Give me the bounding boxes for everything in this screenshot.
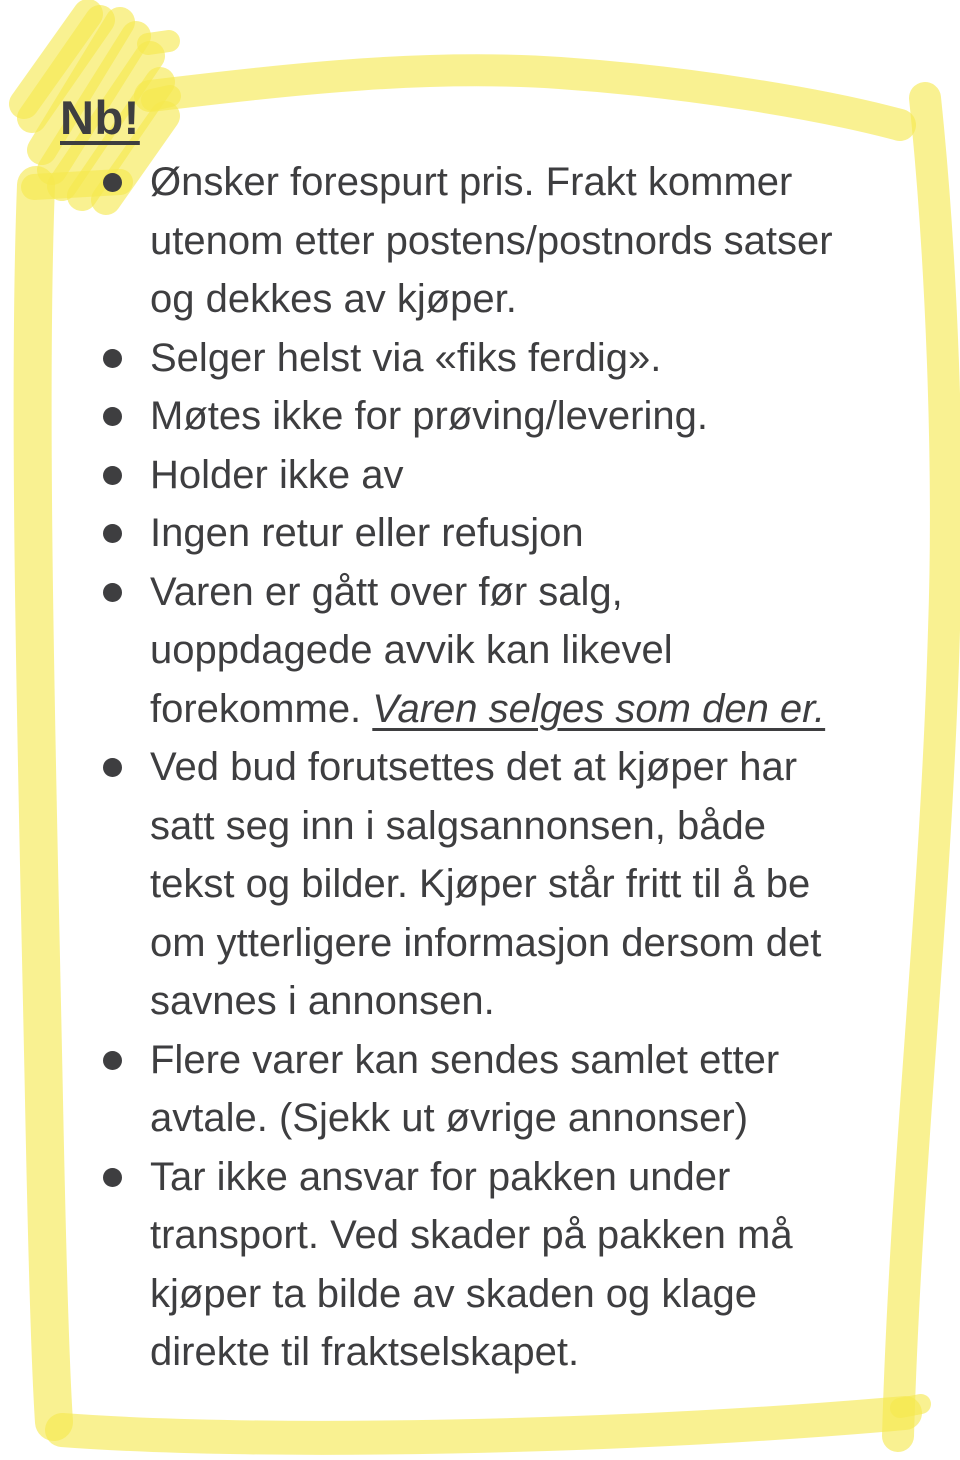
list-item — [150, 387, 845, 446]
bullet-icon — [103, 583, 122, 602]
list-item — [150, 563, 845, 739]
note-title: Nb! — [60, 91, 140, 144]
list-item-text: Ingen retur eller refusjon — [150, 511, 584, 555]
highlighter-left-stroke — [33, 185, 54, 1422]
list-item-text: Tar ikke ansvar for pakken under transport. Ved skader på pakken må kjøper ta bilde av skaden og klage direkte til fraktselskapet. — [150, 1154, 793, 1374]
bullet-icon — [103, 349, 122, 368]
highlighter-right-stub — [900, 1404, 921, 1408]
highlighter-top-stroke — [150, 70, 900, 125]
list-item-text: Ønsker forespurt pris. Frakt kommer utenom etter postens/postnords satser og dekkes av kjøper. — [150, 160, 833, 321]
bullet-icon — [103, 524, 122, 543]
list-item — [150, 738, 845, 1031]
list-item-text: Flere varer kan sendes samlet etter avtale. (Sjekk ut øvrige annonser) — [150, 1037, 780, 1140]
list-item-text: Møtes ikke for prøving/levering. — [150, 394, 708, 438]
bullet-icon — [103, 758, 122, 777]
list-item-text: Ved bud forutsettes det at kjøper har satt seg inn i salgsannonsen, både tekst og bilder. Kjøper står fritt til å be om ytterligere informasjon dersom det savnes i annonsen. — [150, 745, 822, 1023]
list-item — [150, 1148, 845, 1382]
list-item — [150, 329, 845, 388]
bullet-icon — [103, 1051, 122, 1070]
bullet-icon — [103, 173, 122, 192]
highlighter-right-stroke — [898, 98, 946, 1436]
bullet-icon — [103, 407, 122, 426]
list-item — [150, 504, 845, 563]
list-item — [150, 446, 845, 505]
highlighter-bottom-stroke — [62, 1413, 905, 1438]
list-item-text: Varen er gått over før salg, uoppdagede avvik kan likevel forekomme. Varen selges som den er. — [150, 569, 826, 731]
bullet-icon — [103, 1168, 122, 1187]
list-item-text: Holder ikke av — [150, 452, 404, 497]
list-item-text: Selger helst via «fiks ferdig». — [150, 335, 662, 380]
bullet-icon — [103, 466, 122, 485]
list-item — [150, 1031, 845, 1148]
note-list — [150, 153, 845, 1382]
list-item — [150, 153, 845, 329]
